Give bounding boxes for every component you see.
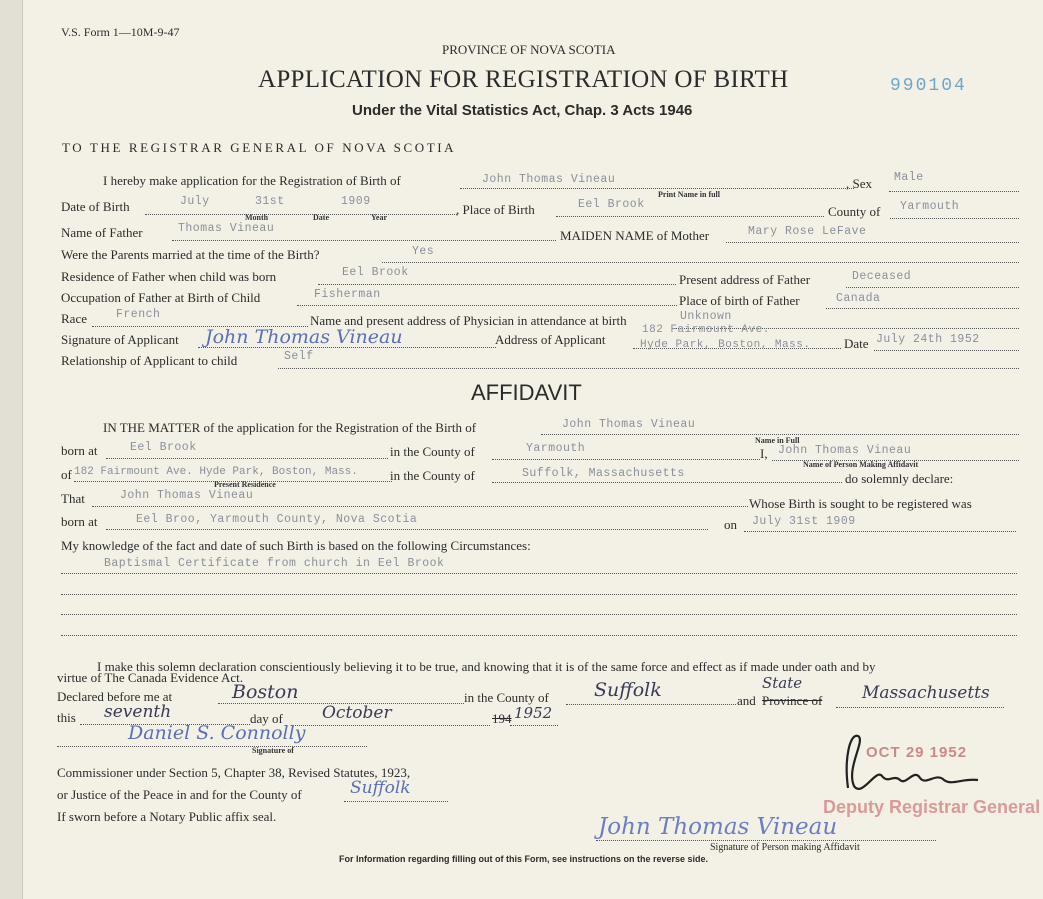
in-county-label-3: in the County of <box>464 690 549 705</box>
of-label: of <box>61 467 72 482</box>
declared-state: Massachusetts <box>862 683 990 703</box>
state-handwritten: State <box>762 674 803 692</box>
print-name-caption: Print Name in full <box>658 190 720 199</box>
mother-maiden-label: MAIDEN NAME of Mother <box>560 228 710 243</box>
place-of-birth-value: Eel Brook <box>578 198 645 211</box>
physician-value: Unknown <box>680 310 732 323</box>
declared-year: 1952 <box>514 704 553 722</box>
address-applicant-label: Address of Applicant <box>495 332 606 347</box>
that-value: John Thomas Vineau <box>120 489 254 502</box>
birth-year-value: 1909 <box>341 195 371 208</box>
name-affiant-caption: Name of Person Making Affidavit <box>803 460 919 469</box>
whose-birth-label: Whose Birth is sought to be registered was <box>749 496 972 511</box>
signature-of-caption: Signature of <box>252 746 294 755</box>
justice-county: Suffolk <box>350 778 411 798</box>
form-subtitle: Under the Vital Statistics Act, Chap. 3 Acts 1946 <box>352 102 693 119</box>
affiant-name-value: John Thomas Vineau <box>778 444 912 457</box>
name-in-full-caption: Name in Full <box>755 436 800 445</box>
present-address-father-label: Present address of Father <box>679 272 811 287</box>
declared-month: October <box>322 703 392 723</box>
present-residence-caption: Present Residence <box>214 480 276 489</box>
on-label: on <box>724 517 737 532</box>
mother-maiden-value: Mary Rose LeFave <box>748 225 867 238</box>
county-value: Yarmouth <box>900 200 960 213</box>
province-heading: PROVINCE OF NOVA SCOTIA <box>442 42 616 57</box>
form-number: V.S. Form 1—10M-9-47 <box>61 25 180 39</box>
father-name-value: Thomas Vineau <box>178 222 275 235</box>
declared-day: seventh <box>104 702 172 722</box>
make-application-label: I hereby make application for the Registration of Birth of <box>103 173 401 188</box>
born-at-label-2: born at <box>61 514 98 529</box>
birth-date-value: 31st <box>255 195 285 208</box>
statement-line-2: virtue of The Canada Evidence Act. <box>57 670 244 685</box>
in-the-matter-label: IN THE MATTER of the application for the Registration of the Birth of <box>103 420 477 435</box>
county-label: County of <box>828 204 881 219</box>
province-of-label: Province of <box>762 693 823 708</box>
physician-label: Name and present address of Physician in attendance at birth <box>310 313 627 328</box>
solemnly-declare-label: do solemnly declare: <box>845 471 954 486</box>
relationship-label: Relationship of Applicant to child <box>61 353 238 368</box>
i-label: I, <box>760 446 768 461</box>
that-label: That <box>61 491 85 506</box>
registrar-signature-icon <box>840 728 985 798</box>
occupation-father-value: Fisherman <box>314 288 381 301</box>
born-at-full-value: Eel Broo, Yarmouth County, Nova Scotia <box>136 513 418 526</box>
in-county-label-2: in the County of <box>390 468 475 483</box>
day-of-label: day of <box>250 711 283 726</box>
deputy-registrar-stamp: Deputy Registrar General <box>823 797 1041 817</box>
place-birth-father-label: Place of birth of Father <box>679 293 800 308</box>
sex-label: , Sex <box>846 176 872 191</box>
on-date-value: July 31st 1909 <box>752 515 856 528</box>
residence-father-value: Eel Brook <box>342 266 409 279</box>
occupation-father-label: Occupation of Father at Birth of Child <box>61 290 261 305</box>
affiant-residence-value: 182 Fairmount Ave. Hyde Park, Boston, Mass. <box>74 466 358 478</box>
race-label: Race <box>61 311 87 326</box>
footer-instructions: For Information regarding filling out of this Form, see instructions on the reverse side. <box>339 854 709 864</box>
month-caption: Month <box>245 213 269 222</box>
applicant-address-line-2: Hyde Park, Boston, Mass. <box>640 339 811 351</box>
declared-before-label: Declared before me at <box>57 689 173 704</box>
sig-affidavit-caption: Signature of Person making Affidavit <box>710 842 860 853</box>
date-caption: Date <box>313 213 329 222</box>
and-label: and <box>737 693 756 708</box>
commissioner-signature: Daniel S. Connolly <box>128 722 306 744</box>
residence-father-label: Residence of Father when child was born <box>61 269 277 284</box>
race-value: French <box>116 308 161 321</box>
birth-month-value: July <box>180 195 210 208</box>
applicant-address-line-1: 182 Fairmount Ave. <box>642 324 770 336</box>
registration-number: 990104 <box>890 76 967 96</box>
year-printed: 194 <box>492 711 512 726</box>
born-at-label: born at <box>61 443 98 458</box>
statement-line-1: I make this solemn declaration conscientiously believing it to be true, and knowing that it is of the same force and effect as if made under oath and by <box>97 659 876 674</box>
affiant-signature: John Thomas Vineau <box>598 814 838 840</box>
received-stamp-date: OCT 29 1952 <box>866 744 968 761</box>
justice-text: or Justice of the Peace in and for the County of <box>57 787 302 802</box>
signature-applicant-label: Signature of Applicant <box>61 332 179 347</box>
year-caption: Year <box>371 213 387 222</box>
child-name-value: John Thomas Vineau <box>482 173 616 186</box>
declared-county: Suffolk <box>594 679 662 701</box>
sex-value: Male <box>894 171 924 184</box>
parents-married-value: Yes <box>412 245 435 258</box>
notary-text: If sworn before a Notary Public affix seal. <box>57 809 277 824</box>
affidavit-county-value: Yarmouth <box>526 442 586 455</box>
form-title: APPLICATION FOR REGISTRATION OF BIRTH <box>258 66 789 93</box>
addressee: TO THE REGISTRAR GENERAL OF NOVA SCOTIA <box>62 140 457 155</box>
declared-city: Boston <box>232 681 299 703</box>
residence-county-value: Suffolk, Massachusetts <box>522 467 685 480</box>
page-left-edge <box>0 0 23 899</box>
date-label: Date <box>844 336 869 351</box>
affidavit-child-name: John Thomas Vineau <box>562 418 696 431</box>
affidavit-born-at-value: Eel Brook <box>130 441 197 454</box>
this-label: this <box>57 710 76 725</box>
relationship-value: Self <box>284 350 314 363</box>
present-address-father-value: Deceased <box>852 270 912 283</box>
circumstances-value: Baptismal Certificate from church in Eel Brook <box>104 557 445 570</box>
commissioner-text: Commissioner under Section 5, Chapter 38, Revised Statutes, 1923, <box>57 765 411 780</box>
applicant-signature: John Thomas Vineau <box>205 326 403 348</box>
place-of-birth-label: , Place of Birth <box>456 202 535 217</box>
application-date-value: July 24th 1952 <box>876 333 980 346</box>
knowledge-label: My knowledge of the fact and date of such Birth is based on the following Circumstances: <box>61 538 531 553</box>
place-birth-father-value: Canada <box>836 292 881 305</box>
date-of-birth-label: Date of Birth <box>61 199 130 214</box>
affidavit-heading: AFFIDAVIT <box>471 380 582 405</box>
in-county-label: in the County of <box>390 444 475 459</box>
parents-married-label: Were the Parents married at the time of the Birth? <box>61 247 320 262</box>
father-name-label: Name of Father <box>61 225 143 240</box>
